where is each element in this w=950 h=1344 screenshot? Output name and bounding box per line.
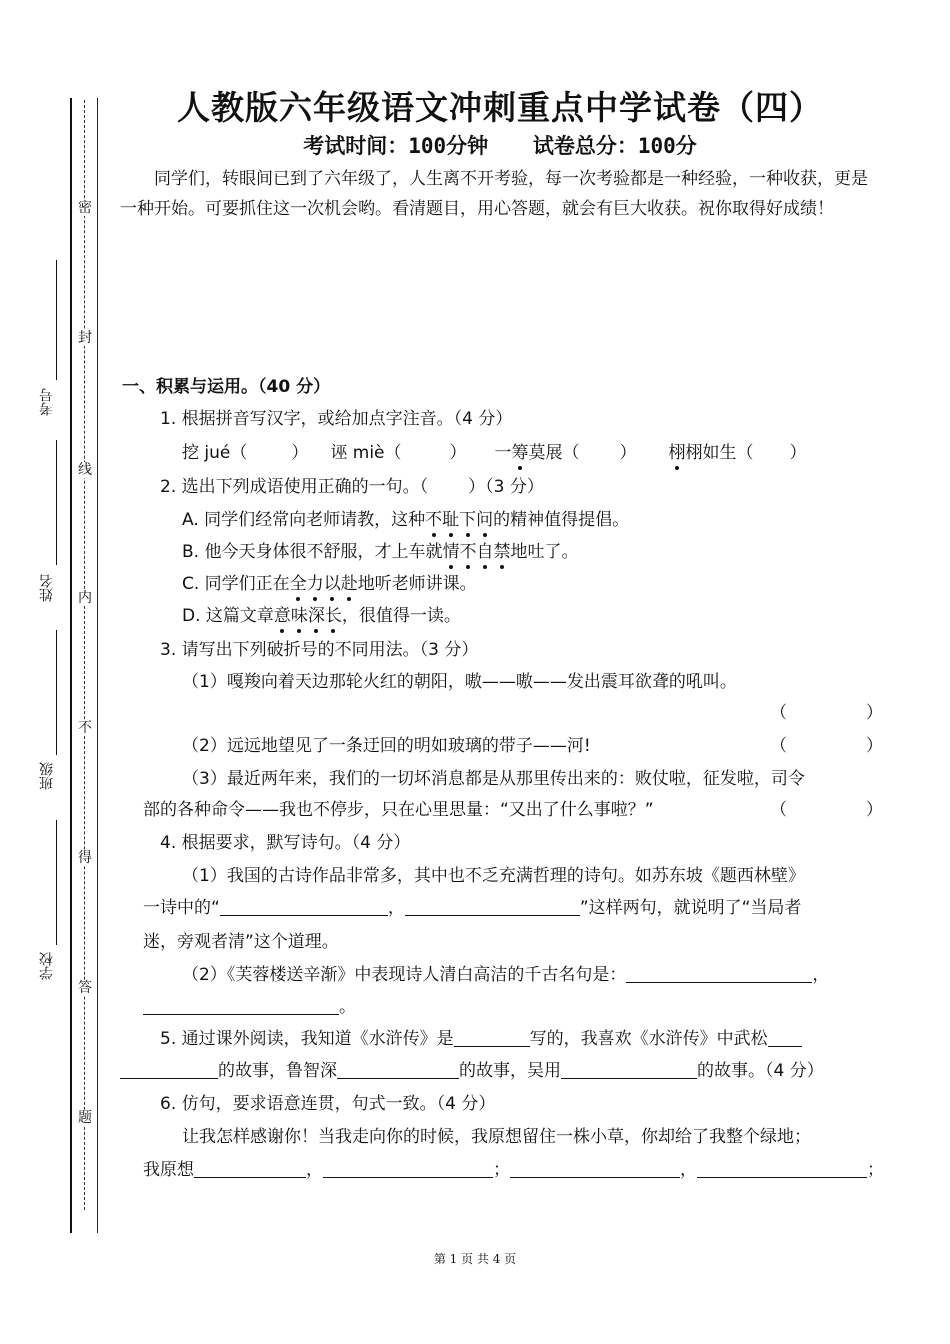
dotted-char: 全 xyxy=(289,574,307,594)
dotted-char: 问 xyxy=(476,510,494,530)
q4-line-5: 。 xyxy=(143,992,356,1017)
dotted-idiom xyxy=(425,510,493,530)
dotted-char: 味 xyxy=(290,606,308,626)
answer-paren-open: （ xyxy=(770,703,787,723)
answer-blank[interactable] xyxy=(454,1028,530,1047)
answer-paren-open: （ xyxy=(770,800,787,820)
seal-char: 密 xyxy=(78,200,92,216)
dotted-char: 长 xyxy=(324,606,342,626)
dotted-idiom xyxy=(274,606,342,626)
q5-line-2: 的故事，鲁智深 的故事，吴用 的故事。（4 分） xyxy=(120,1056,824,1081)
dotted-char: 耻 xyxy=(442,510,460,530)
page-number: 第 1 页 共 4 页 xyxy=(433,1252,517,1266)
answer-blank[interactable] xyxy=(337,1060,459,1079)
answer-blank[interactable] xyxy=(790,797,860,817)
intro-paragraph: 同学们，转眼间已到了六年级了，人生离不开考验，每一次考验都是一种经验，一种收获，更是一种开始。可要抓住这一次机会哟。看清题目，用心答题，就会有巨大收获。祝你取得好成绩！ xyxy=(120,169,868,219)
dotted-idiom xyxy=(442,542,510,562)
q4-line-3: 迷，旁观者清”这个道理。 xyxy=(143,932,339,952)
answer-blank[interactable] xyxy=(120,1060,218,1079)
answer-blank[interactable] xyxy=(143,996,339,1015)
total-score: 试卷总分：100分 xyxy=(532,134,697,158)
answer-blank[interactable] xyxy=(790,733,860,753)
dotted-char: 情 xyxy=(442,542,460,562)
option-a[interactable]: A. 同学们经常向老师请教，这种不耻下问的精神值得提倡。 xyxy=(182,510,630,530)
answer-blank[interactable] xyxy=(510,1159,680,1178)
option-b[interactable]: B. 他今天身体很不舒服，才上车就情不自禁地吐了。 xyxy=(182,542,579,562)
exam-meta xyxy=(120,130,880,160)
dotted-char: 力 xyxy=(306,574,324,594)
school-field[interactable] xyxy=(56,820,57,945)
q1-prompt: 1. 根据拼音写汉字，或给加点字注音。（4 分） xyxy=(160,409,513,429)
answer-blank[interactable] xyxy=(561,1060,697,1079)
class-field[interactable] xyxy=(56,630,57,755)
exam-time: 考试时间：100分钟 xyxy=(303,134,489,158)
q4-prompt: 4. 根据要求，默写诗句。（4 分） xyxy=(160,833,411,853)
q4-line-2: 一诗中的“ ， ”这样两句，就说明了“当局者 xyxy=(143,898,802,918)
option-c[interactable]: C. 同学们正在全力以赴地听老师讲课。 xyxy=(182,574,477,594)
q5-line-1: 5. 通过课外阅读，我知道《水浒传》是 写的，我喜欢《水浒传》中武松 xyxy=(160,1024,802,1049)
seal-char: 不 xyxy=(78,720,92,736)
exam-number-field[interactable] xyxy=(56,260,57,380)
q1-items: 挖 jué（ ） 诬 miè（ ） 一筹莫展（ ） 栩栩如生（ ） xyxy=(182,443,807,463)
answer-blank[interactable] xyxy=(194,1159,306,1178)
dotted-char: 不 xyxy=(425,510,443,530)
seal-char: 封 xyxy=(78,330,92,346)
dotted-char: 深 xyxy=(307,606,325,626)
seal-char: 线 xyxy=(78,462,92,478)
q6-example: 让我怎样感谢你！当我走向你的时候，我原想留住一株小草，你却给了我整个绿地； xyxy=(182,1127,811,1147)
name-label: 姓名 xyxy=(39,574,55,602)
dotted-char: 以 xyxy=(323,574,341,594)
answer-paren-close: ） xyxy=(866,736,883,756)
seal-dashed-line xyxy=(84,100,85,1210)
binding-line-right xyxy=(97,98,98,1233)
answer-blank[interactable] xyxy=(323,1159,493,1178)
q3-sentence-3a: （3）最近两年来，我们的一切坏消息都是从那里传出来的：败仗啦，征发啦，司令 xyxy=(182,769,805,789)
dotted-char: 自 xyxy=(476,542,494,562)
exam-number-label: 考号 xyxy=(39,388,55,416)
q3-prompt: 3. 请写出下列破折号的不同用法。（3 分） xyxy=(160,640,479,660)
q3-sentence-1: （1）嘎羧向着天边那轮火红的朝阳，嗷——嗷——发出震耳欲聋的吼叫。 xyxy=(182,672,737,692)
answer-blank[interactable] xyxy=(626,964,812,983)
binding-line-left xyxy=(70,98,72,1233)
answer-blank[interactable] xyxy=(697,1159,867,1178)
q6-prompt: 6. 仿句，要求语意连贯，句式一致。（4 分） xyxy=(160,1094,496,1114)
seal-char: 答 xyxy=(78,980,92,996)
answer-blank[interactable] xyxy=(768,1028,802,1047)
dotted-char: 赴 xyxy=(340,574,358,594)
q2-prompt: 2. 选出下列成语使用正确的一句。（ ）（3 分） xyxy=(160,477,544,497)
q6-answer-line: 我原想 ， ； ， ； xyxy=(143,1160,884,1180)
answer-blank[interactable] xyxy=(220,897,388,916)
seal-char: 内 xyxy=(78,590,92,606)
q4-line-1: （1）我国的古诗作品非常多，其中也不乏充满哲理的诗句。如苏东坡《题西林壁》 xyxy=(182,866,805,886)
dotted-char: 意 xyxy=(273,606,291,626)
q3-sentence-3b: 部的各种命令——我也不停步，只在心里思量：“又出了什么事啦？” xyxy=(143,800,654,820)
school-label: 学校 xyxy=(39,952,55,980)
answer-blank[interactable] xyxy=(790,700,860,720)
name-field[interactable] xyxy=(56,440,57,565)
page-title: 人教版六年级语文冲刺重点中学试卷（四） xyxy=(177,88,823,127)
seal-char: 题 xyxy=(78,1110,92,1126)
answer-paren-close: ） xyxy=(866,703,883,723)
class-label: 班级 xyxy=(39,762,55,790)
dotted-char: 不 xyxy=(459,542,477,562)
answer-blank[interactable] xyxy=(405,897,580,916)
answer-paren-close: ） xyxy=(866,800,883,820)
dotted-char: 下 xyxy=(459,510,477,530)
dotted-idiom xyxy=(290,574,358,594)
q4-line-4: （2）《芙蓉楼送辛渐》中表现诗人清白高洁的千古名句是： ， xyxy=(182,965,830,985)
section-heading: 一、积累与运用。（40 分） xyxy=(122,377,331,397)
option-d[interactable]: D. 这篇文章意味深长，很值得一读。 xyxy=(182,606,461,626)
dotted-char: 禁 xyxy=(493,542,511,562)
seal-char: 得 xyxy=(78,850,92,866)
q3-sentence-2: （2）远远地望见了一条迂回的明如玻璃的带子——河! xyxy=(182,736,591,756)
answer-paren-open: （ xyxy=(770,736,787,756)
